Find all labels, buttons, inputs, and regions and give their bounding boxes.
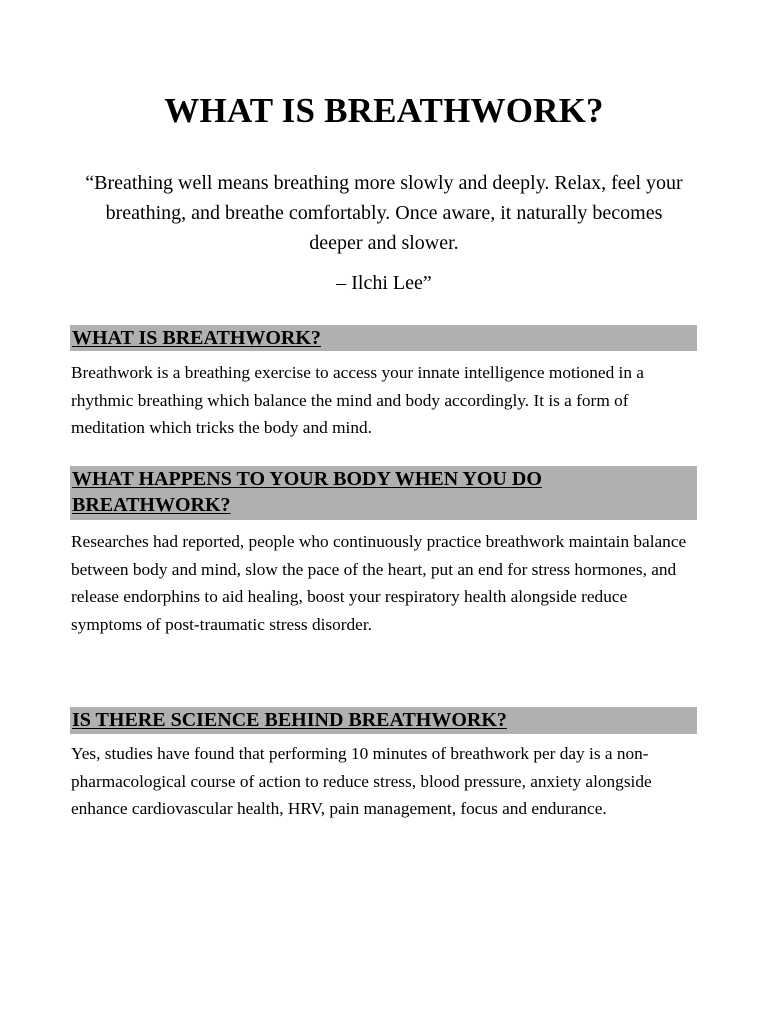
section-heading-what-is <box>70 325 697 351</box>
section-body-science: Yes, studies have found that performing 10 minutes of breathwork per day is a non-pharmacological course of action to reduce stress, blood pressure, anxiety alongside enhance cardiovascular health, HRV, pain management, focus and endurance. <box>71 744 652 818</box>
section-heading-label: WHAT HAPPENS TO YOUR BODY WHEN YOU DO BREATHWORK? <box>72 468 542 516</box>
section-heading-label: IS THERE SCIENCE BEHIND BREATHWORK? <box>72 709 507 731</box>
page-title: WHAT IS BREATHWORK? <box>164 91 604 130</box>
quote-author: – Ilchi Lee” <box>336 272 432 294</box>
section-body-what-happens: Researches had reported, people who continuously practice breathwork maintain balance between body and mind, slow the pace of the heart, put an end for stress hormones, and release endorphins to aid healing, boost your respiratory health alongside reduce symptoms of post-traumatic stress disorder. <box>71 532 687 634</box>
section-heading-science <box>70 707 697 734</box>
section-heading-what-happens <box>70 466 697 520</box>
quote-text: “Breathing well means breathing more slowly and deeply. Relax, feel your breathing, and breathe comfortably. Once aware, it naturally becomes deeper and slower. <box>85 172 683 254</box>
section-body-what-is: Breathwork is a breathing exercise to access your innate intelligence motioned in a rhythmic breathing which balance the mind and body accordingly. It is a form of meditation which tricks the body and mind. <box>71 363 644 437</box>
section-heading-label: WHAT IS BREATHWORK? <box>72 327 321 349</box>
